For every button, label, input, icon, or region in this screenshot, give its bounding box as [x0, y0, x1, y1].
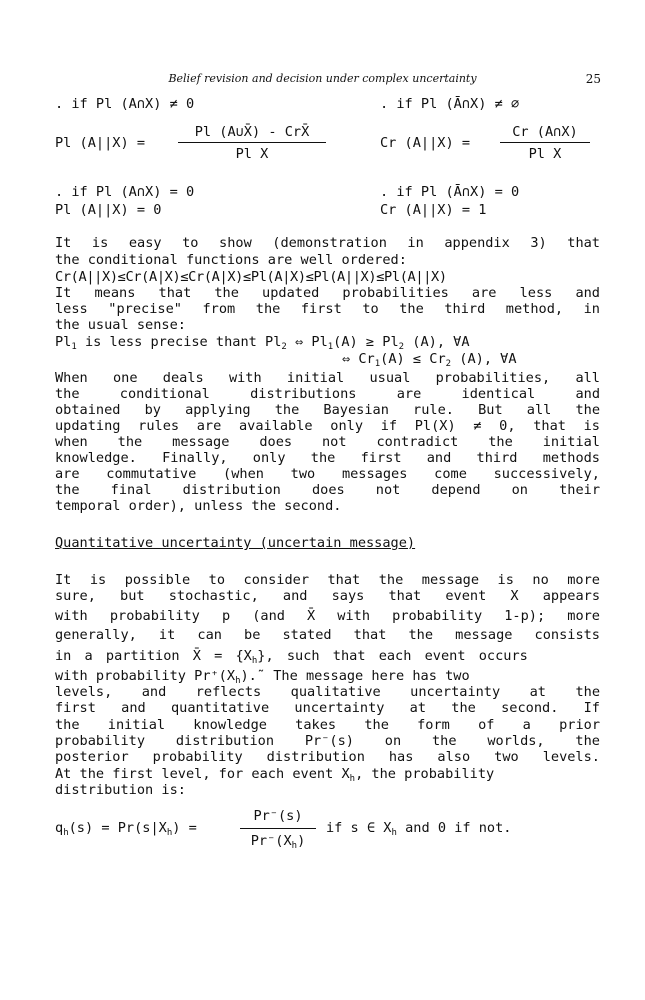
para2-line: when the message does not contradict the initial	[55, 434, 600, 450]
para1-line: the usual sense:	[55, 317, 186, 333]
para2-line: When one deals with initial usual probabilities, all	[55, 370, 600, 386]
section-heading: Quantitative uncertainty (uncertain message)	[55, 535, 416, 551]
para3-line: distribution is:	[55, 782, 186, 798]
para3-line: with probability p (and X̄ with probability 1-p); more	[55, 608, 600, 624]
formula-right-lhs: Cr (A||X) =	[380, 135, 471, 151]
para2-line: the final distribution does not depend on their	[55, 482, 600, 498]
final-formula-condition: if s ∈ $X_h$ and 0 if not.	[326, 820, 512, 838]
precision-definition-line1: $Pl_1$ is less precise thant $Pl_2$ ⇔ $Pl_1(A) \ge Pl_2$ (A), ∀A	[55, 334, 470, 352]
para1-line: less "precise" from the first to the third method, in	[55, 301, 600, 317]
formula-right-denominator: Pl X	[528, 146, 562, 162]
final-formula-lhs: $q_h(s) = Pr(s|X_h)$ =	[55, 820, 197, 838]
para1-line: It means that the updated probabilities are less and	[55, 285, 600, 301]
para3-line: levels, and reflects qualitative uncertainty at the	[55, 684, 600, 700]
para3-line: posterior probability distribution has also two levels.	[55, 749, 600, 765]
para3-line: sure, but stochastic, and says that event X appears	[55, 588, 600, 604]
para2-line: knowledge. Finally, only the first and third methods	[55, 450, 600, 466]
case-left-1: . if Pl (A∩X) ≠ 0	[55, 96, 195, 112]
fraction-bar-right	[500, 142, 590, 143]
para3-line: probability distribution Pr⁻(s) on the worlds, the	[55, 733, 600, 749]
formula-left-lhs: Pl (A||X) =	[55, 135, 146, 151]
ordering-formula: Cr(A||X)≤Cr(A|X)≤Cr(A|X)≤Pl(A|X)≤Pl(A||X)≤Pl(A||X)	[55, 269, 447, 285]
running-title: Belief revision and decision under complex uncertainty	[168, 72, 477, 85]
para1-line: It is easy to show (demonstration in appendix 3) that	[55, 235, 600, 251]
para3-line: the initial knowledge takes the form of a prior	[55, 717, 600, 733]
final-formula-denominator: $Pr^-(X_h)$	[250, 833, 306, 851]
running-header	[0, 72, 645, 90]
formula-right-numerator: Cr (A∩X)	[512, 124, 578, 140]
probability-line: with probability $Pr^+(X_h).˜$ The message here has two	[55, 668, 470, 686]
case-right-2: . if Pl (Ā∩X) = 0	[380, 184, 520, 200]
first-level-line: At the first level, for each event $X_h$, the probability	[55, 766, 495, 784]
para2-line: obtained by applying the Bayesian rule. But all the	[55, 402, 600, 418]
para2-line: updating rules are available only if Pl(X) ≠ 0, that is	[55, 418, 600, 434]
final-fraction-bar	[240, 828, 316, 829]
fraction-bar-left	[178, 142, 326, 143]
para3-line: first and quantitative uncertainty at the second. If	[55, 700, 600, 716]
para3-line: generally, it can be stated that the message consists	[55, 627, 600, 643]
final-formula-numerator: Pr⁻(s)	[253, 808, 303, 824]
page-number: 25	[585, 72, 601, 86]
para2-line: the conditional distributions are identical and	[55, 386, 600, 402]
formula-left-denominator: Pl X	[235, 146, 269, 162]
case-right-3: Cr (A||X) = 1	[380, 202, 487, 218]
precision-definition-line2: ⇔ $Cr_1(A) \le Cr_2$ (A), ∀A	[342, 351, 517, 369]
para1-line: the conditional functions are well ordered:	[55, 252, 407, 268]
para2-line: are commutative (when two messages come successively,	[55, 466, 600, 482]
case-left-3: Pl (A||X) = 0	[55, 202, 162, 218]
case-right-1: . if Pl (Ā∩X) ≠ ∅	[380, 96, 520, 112]
para3-line: It is possible to consider that the message is no more	[55, 572, 600, 588]
partition-line: in a partition X̄ = $\{X_h\}$, such that each event occurs	[55, 648, 528, 666]
formula-left-numerator: Pl (A∪X̄) - CrX̄	[194, 124, 310, 140]
para2-line: temporal order), unless the second.	[55, 498, 342, 514]
case-left-2: . if Pl (A∩X) = 0	[55, 184, 195, 200]
